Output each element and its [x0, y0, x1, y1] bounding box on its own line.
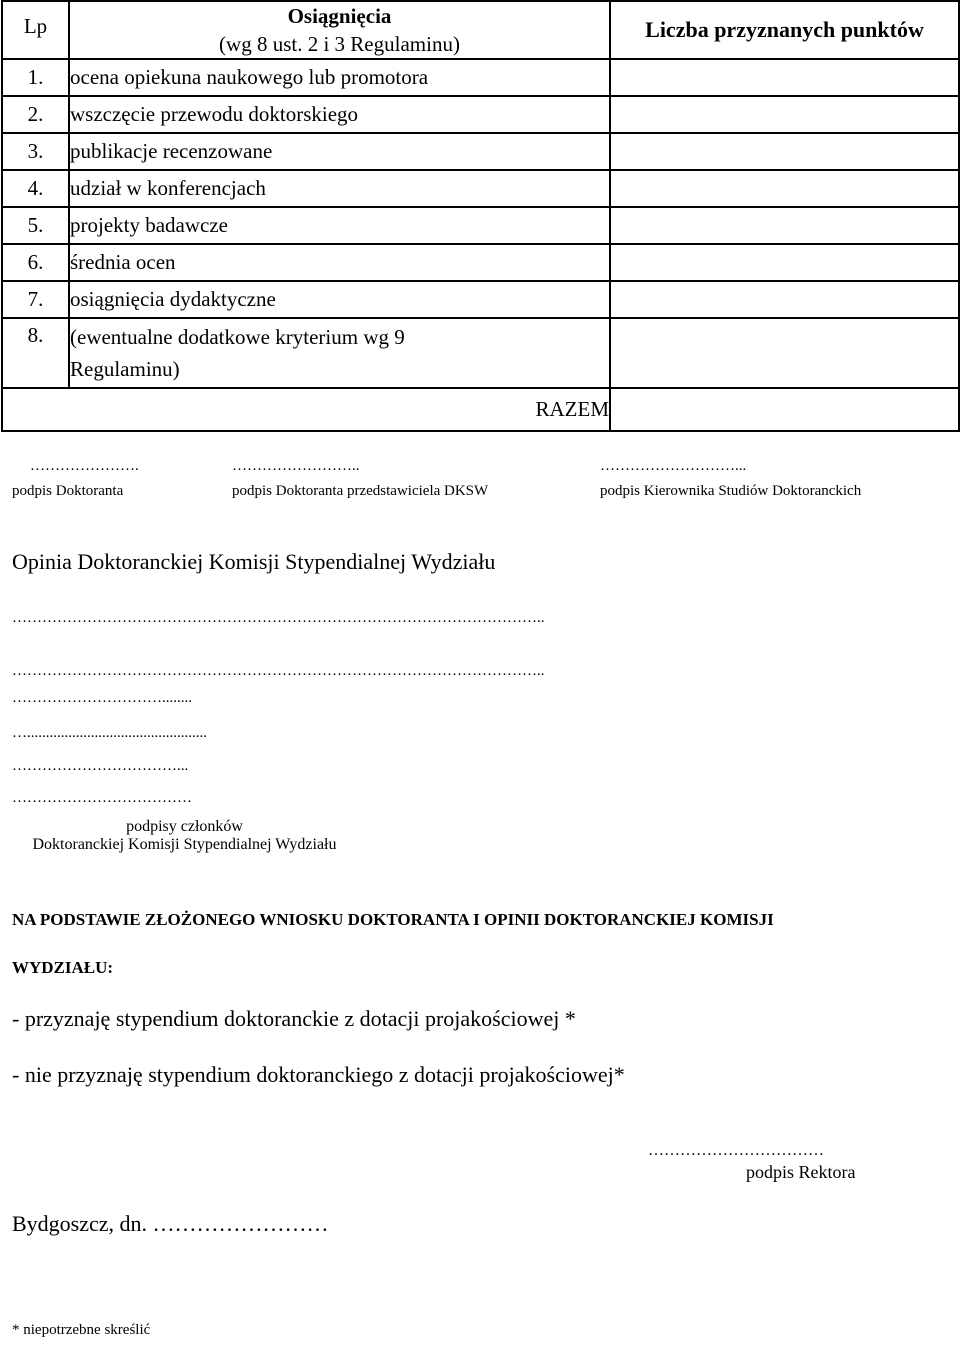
row-label-line: Regulaminu): [70, 357, 180, 381]
signature-line-doctoral-student: ………………….: [30, 458, 139, 474]
row-number: 1.: [2, 59, 69, 96]
points-cell: [610, 207, 959, 244]
achievements-header: [69, 1, 610, 59]
points-cell: [610, 170, 959, 207]
decision-basis: NA PODSTAWIE ZŁOŻONEGO WNIOSKU DOKTORANTA I OPINII DOKTORANCKIEJ KOMISJI: [12, 910, 774, 929]
footnote: * niepotrzebne skreślić: [12, 1322, 151, 1338]
total-points-cell: [610, 388, 959, 431]
points-cell: [610, 244, 959, 281]
row-label: [69, 318, 610, 388]
row-number: 7.: [2, 281, 69, 318]
row-label: średnia ocen: [69, 244, 610, 281]
row-label: projekty badawcze: [69, 207, 610, 244]
members-label-line: podpisy członków: [126, 818, 243, 835]
opinion-heading: Opinia Doktoranckiej Komisji Stypendialnej Wydziału: [12, 549, 496, 574]
lp-header: Lp: [2, 1, 69, 59]
rector-signature-line: ……………………………: [648, 1142, 824, 1159]
row-label: osiągnięcia dydaktyczne: [69, 281, 610, 318]
signature-label-dksw: podpis Doktoranta przedstawiciela DKSW: [232, 483, 489, 499]
rector-signature-label: podpis Rektora: [746, 1162, 856, 1182]
member-signature-line: …................................................: [12, 725, 207, 741]
decision-option-grant: - przyznaję stypendium doktoranckie z dotacji projakościowej *: [12, 1006, 576, 1031]
points-cell: [610, 281, 959, 318]
member-signature-line: …………………………........: [12, 690, 192, 706]
decision-basis-continued: WYDZIAŁU:: [12, 958, 114, 977]
row-number: 3.: [2, 133, 69, 170]
points-cell: [610, 59, 959, 96]
total-label: RAZEM: [2, 388, 610, 431]
row-number: 4.: [2, 170, 69, 207]
row-label: wszczęcie przewodu doktorskiego: [69, 96, 610, 133]
achievements-title: Osiągnięcia: [287, 4, 392, 28]
achievements-subtitle: (wg 8 ust. 2 i 3 Regulaminu): [219, 32, 460, 56]
row-number: 5.: [2, 207, 69, 244]
signature-label-doctoral-student: podpis Doktoranta: [12, 483, 124, 499]
row-number: 2.: [2, 96, 69, 133]
members-label: [12, 818, 357, 854]
row-number: 6.: [2, 244, 69, 281]
signature-line-head-of-studies: ………………………...: [600, 458, 747, 474]
place-date: Bydgoszcz, dn. ……………………: [12, 1211, 329, 1236]
row-label-line: (ewentualne dodatkowe kryterium wg 9: [70, 325, 405, 349]
points-cell: [610, 133, 959, 170]
achievements-table: [1, 0, 960, 432]
decision-option-deny: - nie przyznaję stypendium doktoranckiego z dotacji projakościowej*: [12, 1062, 625, 1087]
member-signature-line: ………………………………: [12, 790, 192, 806]
row-label: publikacje recenzowane: [69, 133, 610, 170]
opinion-line: ……………………………………………………………………………………………..: [12, 663, 545, 679]
members-label-line: Doktoranckiej Komisji Stypendialnej Wydziału: [32, 836, 337, 853]
points-header: Liczba przyznanych punktów: [610, 1, 959, 59]
member-signature-line: ……………………………...: [12, 758, 189, 774]
points-cell: [610, 96, 959, 133]
signature-label-head-of-studies: podpis Kierownika Studiów Doktoranckich: [600, 483, 862, 499]
signature-line-dksw: ……………………..: [232, 458, 360, 474]
points-cell: [610, 318, 959, 388]
opinion-line: ……………………………………………………………………………………………..: [12, 610, 545, 626]
row-label: udział w konferencjach: [69, 170, 610, 207]
row-label: ocena opiekuna naukowego lub promotora: [69, 59, 610, 96]
row-number: 8.: [2, 318, 69, 388]
